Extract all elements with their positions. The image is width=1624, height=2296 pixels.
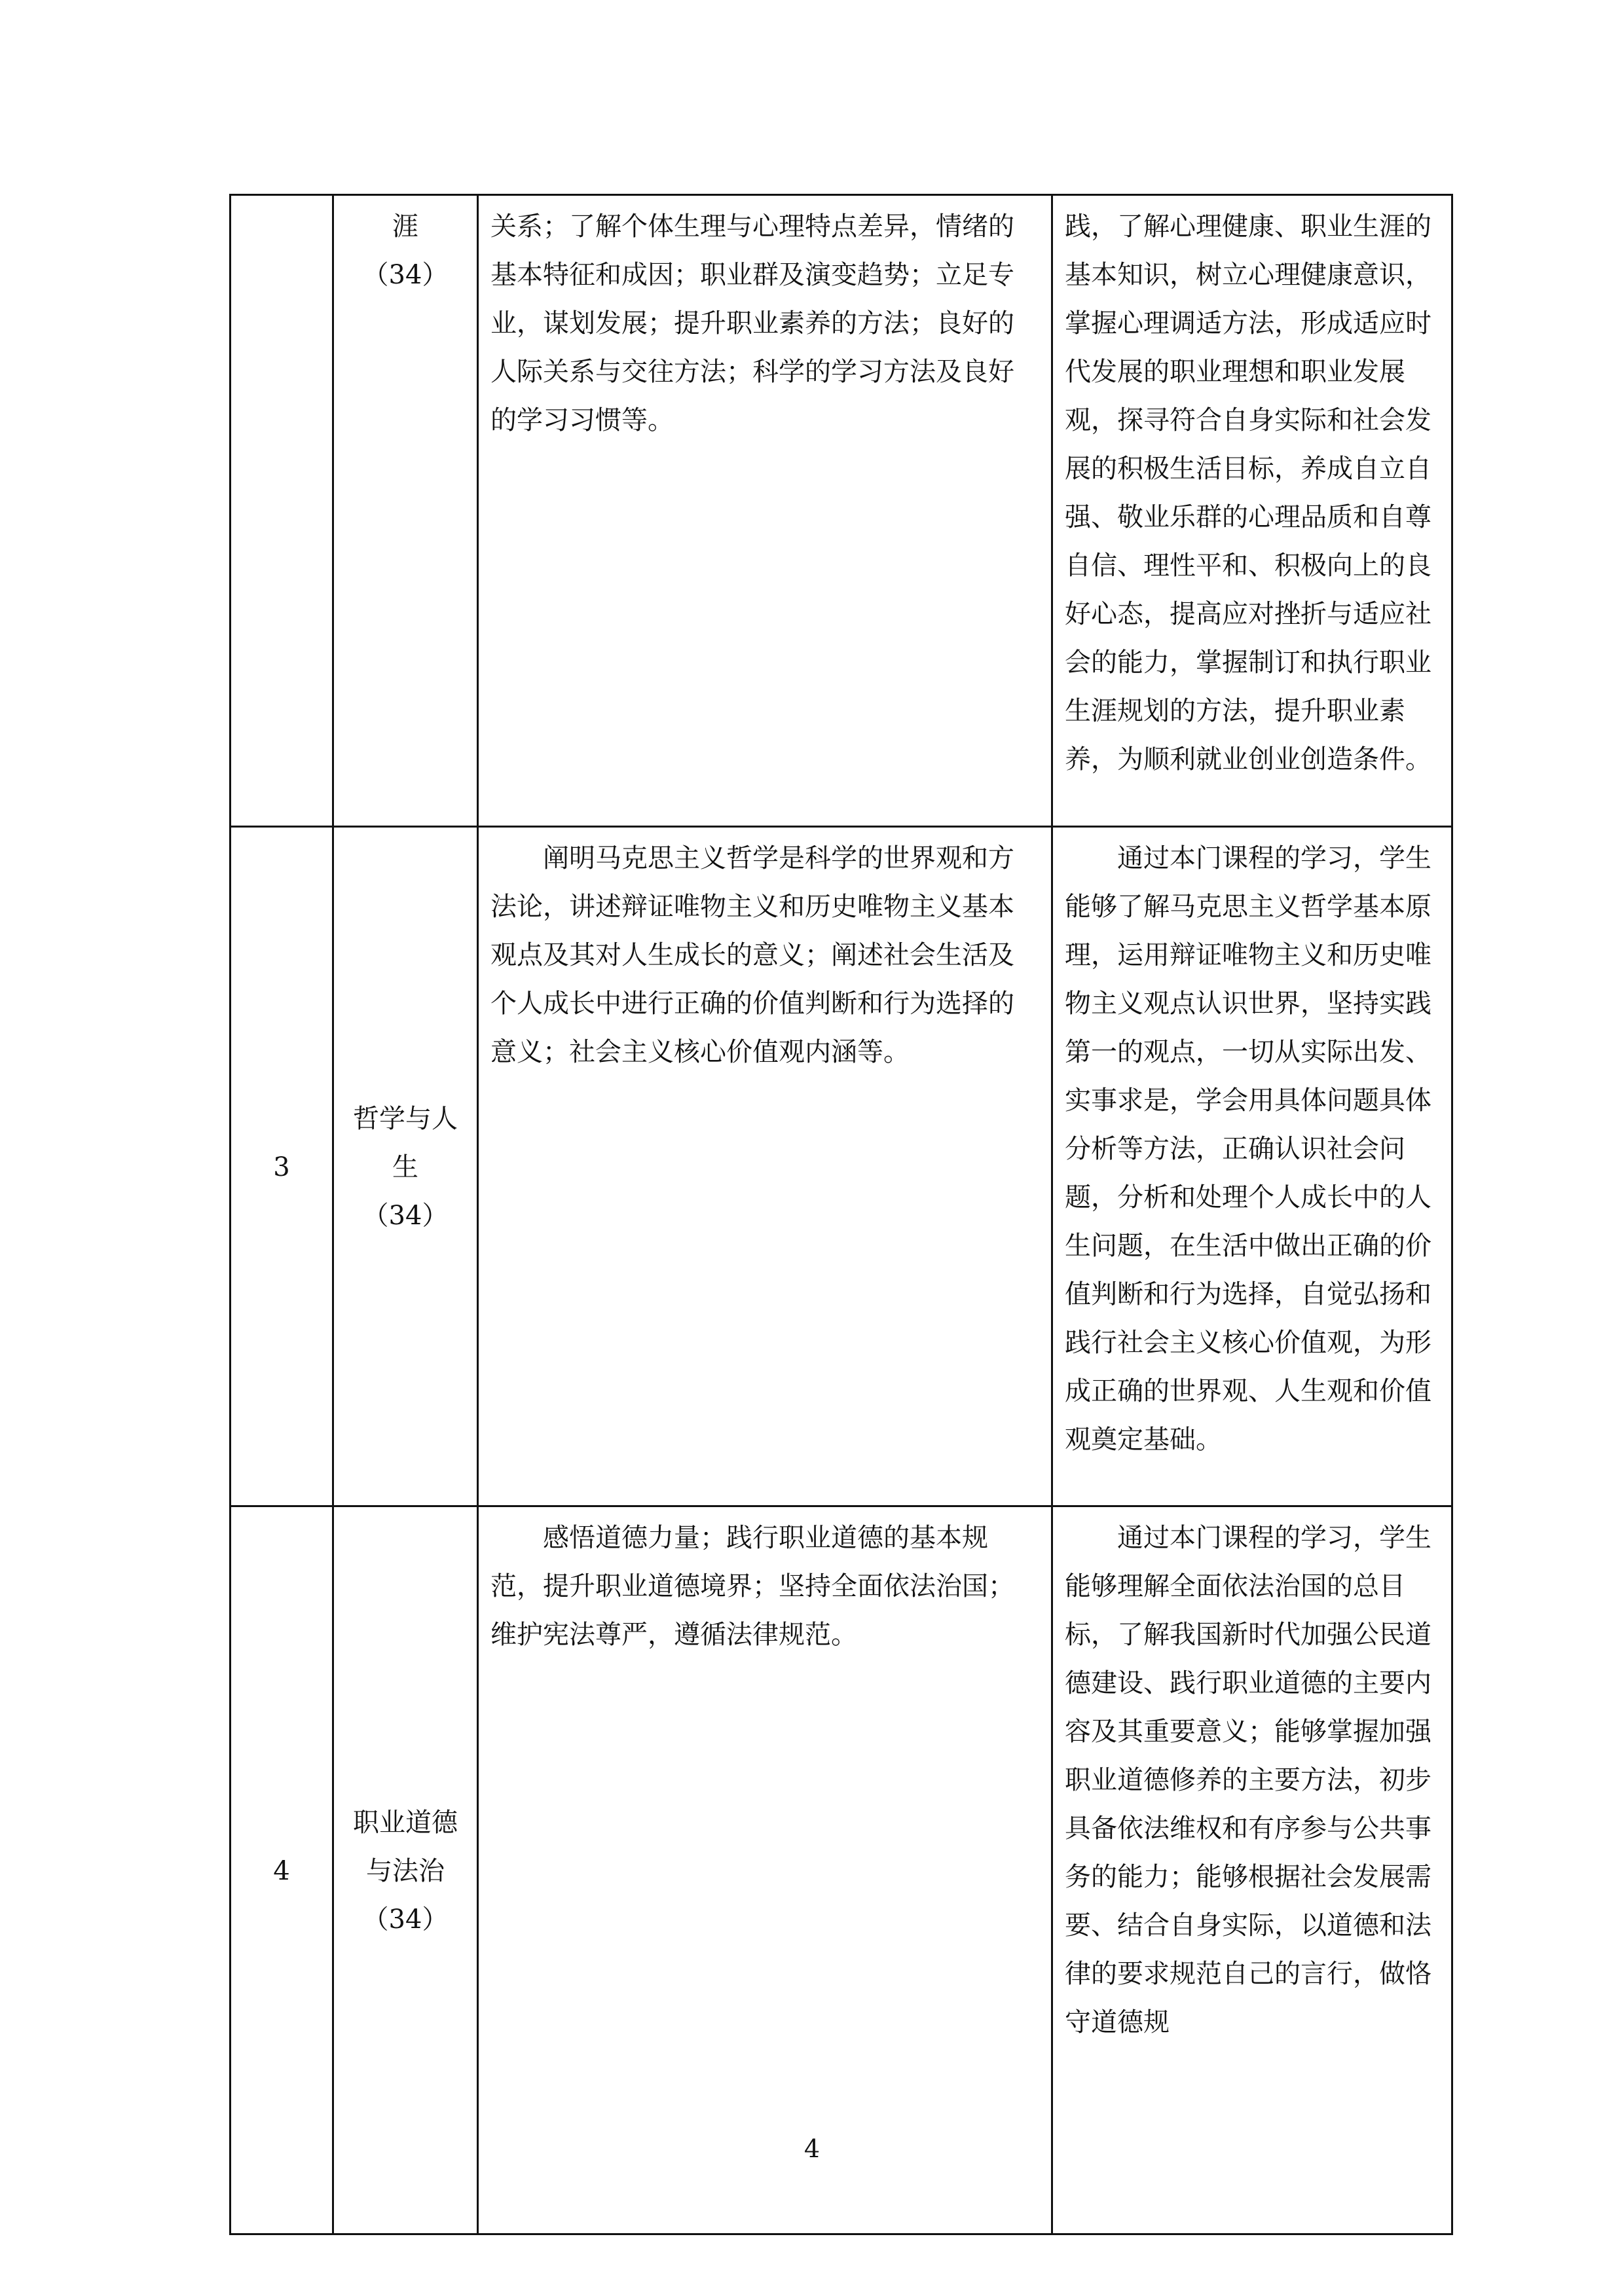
course-name-cell [333,1506,478,2234]
course-hours: （34） [362,1904,449,1935]
table-row [231,1506,1452,2234]
course-name: 职业道德与法治 [353,1807,458,1886]
row-number-cell: 4 [231,1506,333,2234]
course-goals-cell: 践，了解心理健康、职业生涯的基本知识，树立心理健康意识，掌握心理调适方法，形成适应时代发展的职业理想和职业发展观，探寻符合自身实际和社会发展的积极生活目标，养成自立自强、敬业乐群的心理品质和自尊自信、理性平和、积极向上的良好心态，提高应对挫折与适应社会的能力，掌握制订和执行职业生涯规划的方法，提升职业素养，为顺利就业创业创造条件。 [1052,195,1452,827]
course-hours: （34） [362,1200,449,1231]
course-hours: （34） [362,260,449,290]
course-goals-cell: 通过本门课程的学习，学生能够了解马克思主义哲学基本原理，运用辩证唯物主义和历史唯物主义观点认识世界，坚持实践第一的观点，一切从实际出发、实事求是，学会用具体问题具体分析等方法，正确认识社会问题，分析和处理个人成长中的人生问题，在生活中做出正确的价值判断和行为选择，自觉弘扬和践行社会主义核心价值观，为形成正确的世界观、人生观和价值观奠定基础。 [1052,827,1452,1506]
course-name-cell [333,195,478,827]
course-name: 涯 [392,211,418,242]
course-content-cell: 感悟道德力量；践行职业道德的基本规范，提升职业道德境界；坚持全面依法治国；维护宪法尊严，遵循法律规范。 [478,1506,1052,2234]
course-name: 哲学与人生 [353,1103,458,1182]
row-number-cell: 3 [231,827,333,1506]
course-content-cell: 关系；了解个体生理与心理特点差异，情绪的基本特征和成因；职业群及演变趋势；立足专业，谋划发展；提升职业素养的方法；良好的人际关系与交往方法；科学的学习方法及良好的学习习惯等。 [478,195,1052,827]
course-content-cell: 阐明马克思主义哲学是科学的世界观和方法论，讲述辩证唯物主义和历史唯物主义基本观点及其对人生成长的意义；阐述社会生活及个人成长中进行正确的价值判断和行为选择的意义；社会主义核心价值观内涵等。 [478,827,1052,1506]
course-table [229,194,1453,2235]
course-goals-cell: 通过本门课程的学习，学生能够理解全面依法治国的总目标，了解我国新时代加强公民道德建设、践行职业道德的主要内容及其重要意义；能够掌握加强职业道德修养的主要方法，初步具备依法维权和有序参与公共事务的能力；能够根据社会发展需要、结合自身实际，以道德和法律的要求规范自己的言行，做恪守道德规 [1052,1506,1452,2234]
course-name-cell [333,827,478,1506]
row-number-cell [231,195,333,827]
table-row [231,195,1452,827]
table-row [231,827,1452,1506]
page-number: 4 [803,2134,821,2163]
